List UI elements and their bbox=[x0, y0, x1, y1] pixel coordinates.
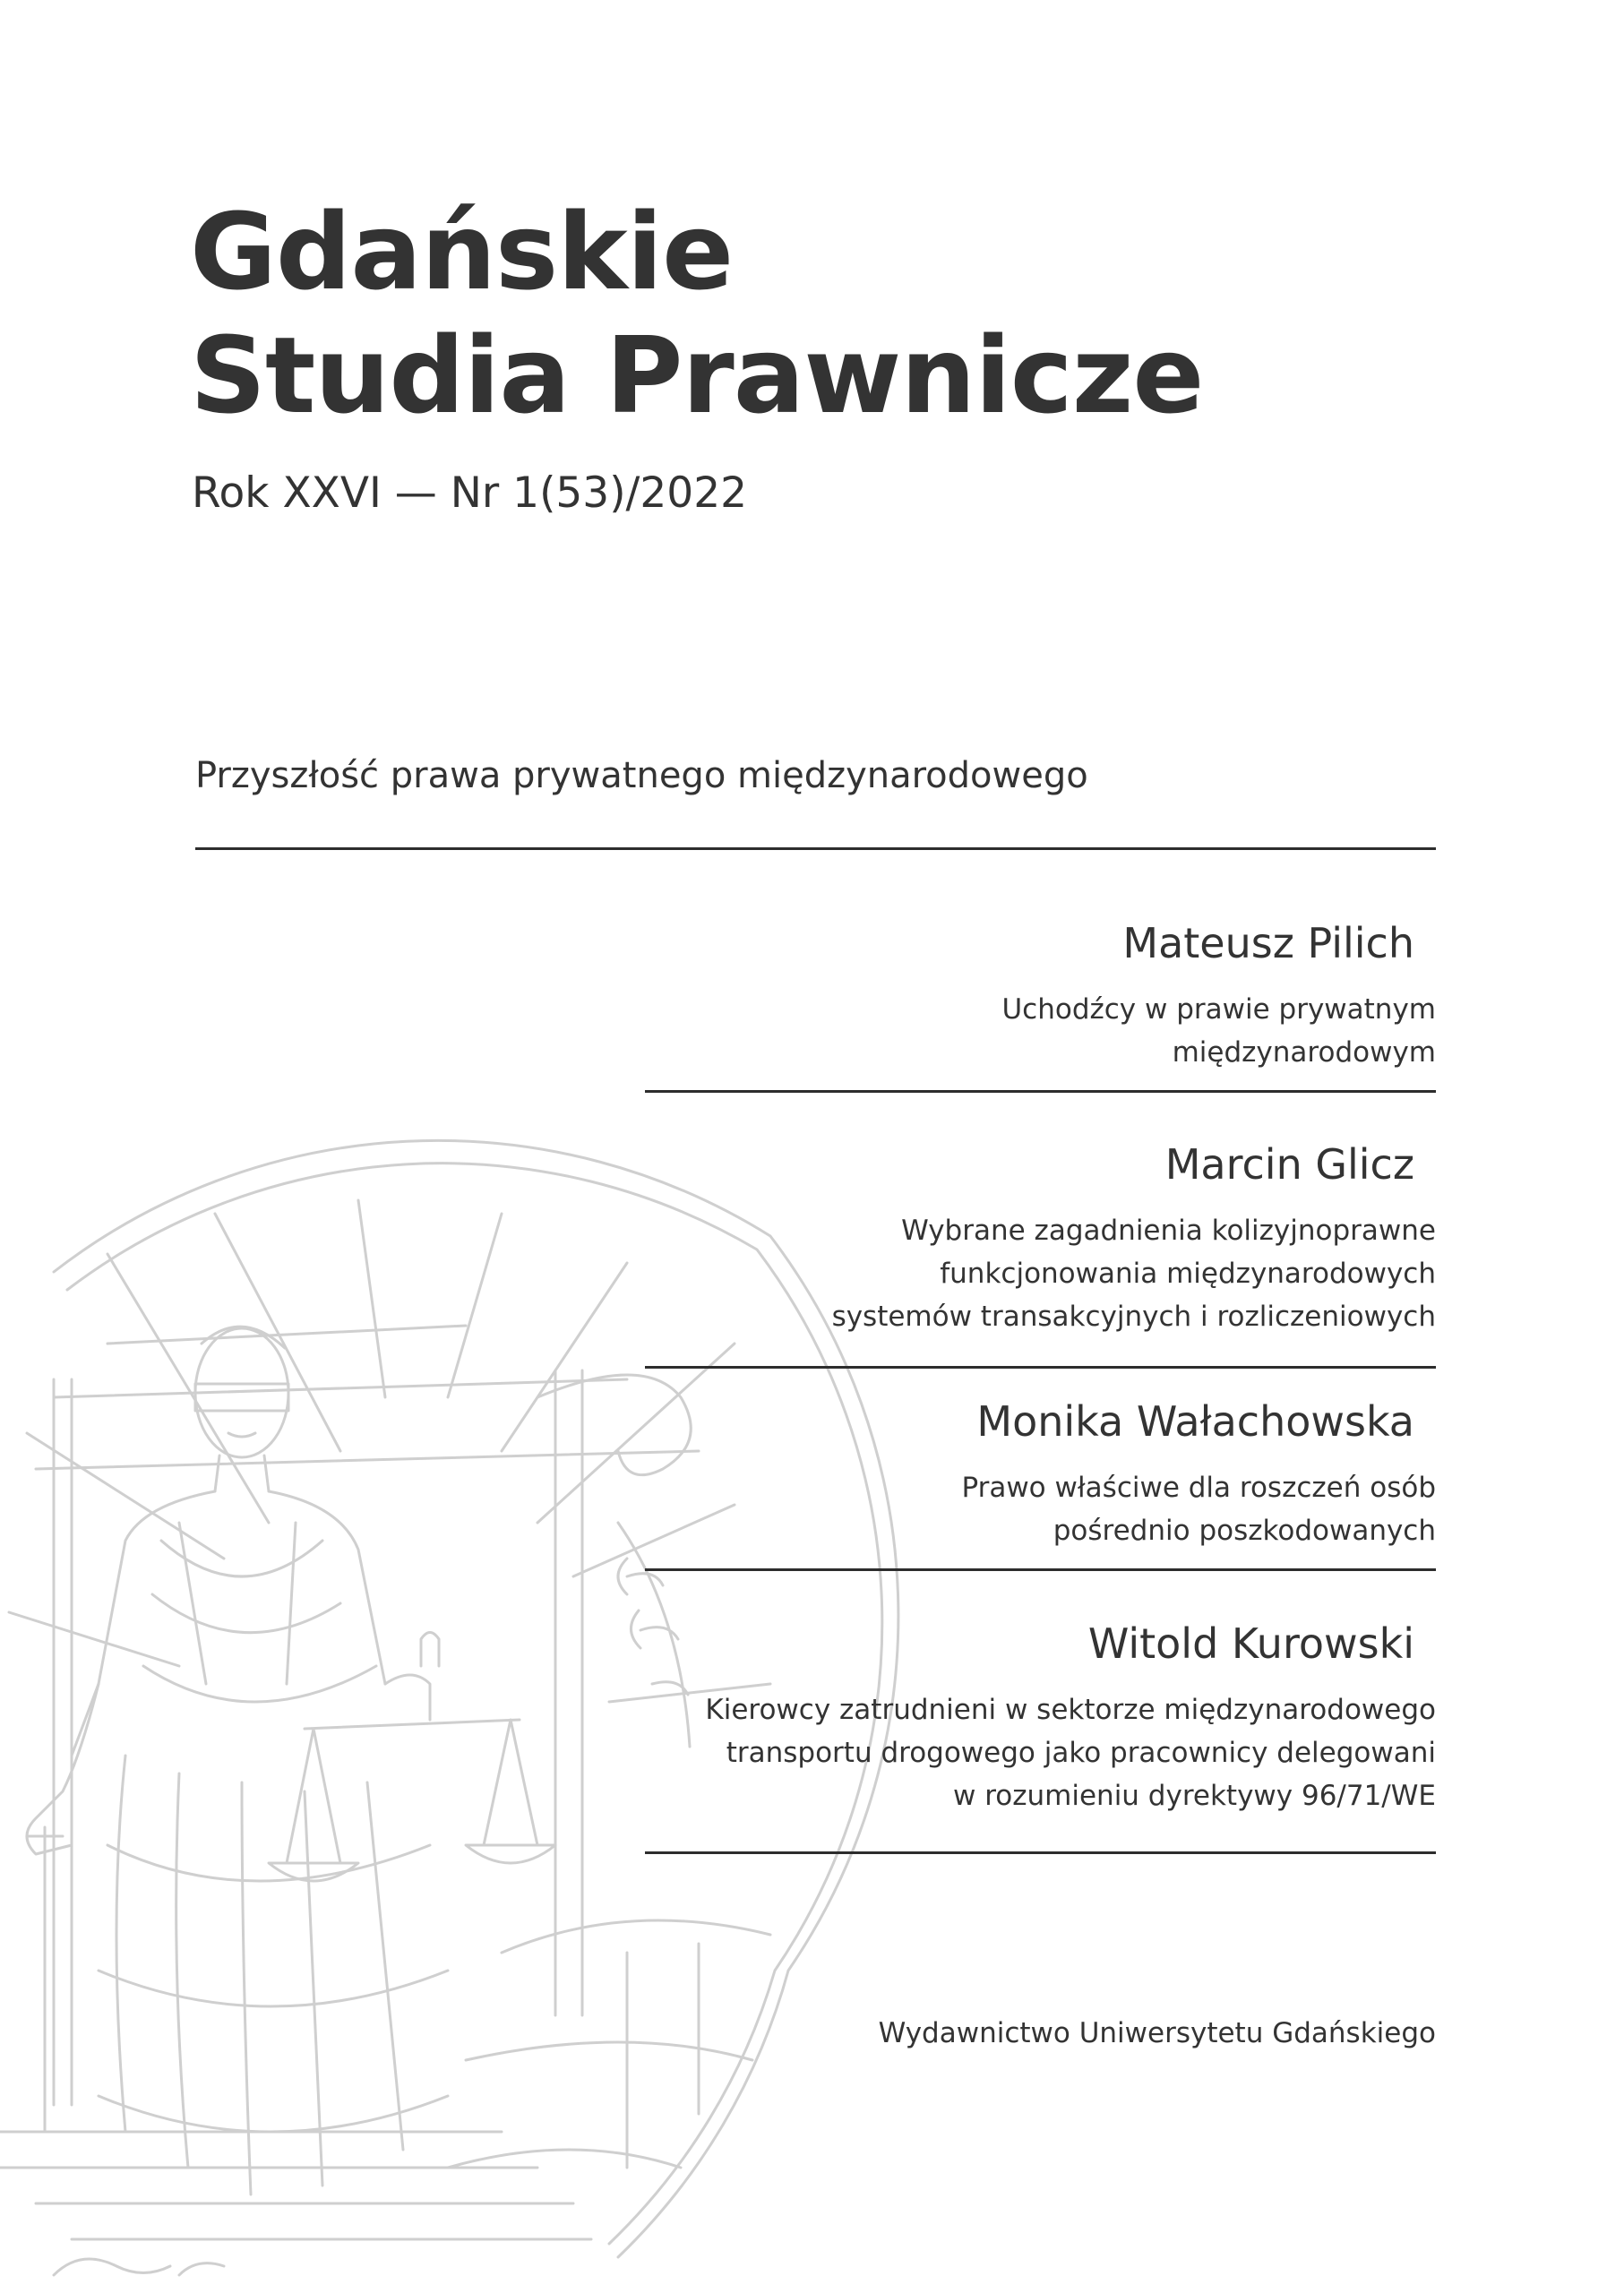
article-title-line: systemów transakcyjnych i rozliczeniowych bbox=[831, 1301, 1436, 1333]
article-title bbox=[1001, 988, 1436, 1074]
article-title bbox=[961, 1466, 1436, 1552]
article-title-line: w rozumieniu dyrektywy 96/71/WE bbox=[953, 1780, 1436, 1812]
article-entry bbox=[961, 1396, 1436, 1552]
article-entry bbox=[705, 1619, 1436, 1817]
article-author: Marcin Glicz bbox=[1164, 1140, 1414, 1189]
article-author: Witold Kurowski bbox=[1087, 1619, 1414, 1668]
article-author: Monika Wałachowska bbox=[976, 1397, 1414, 1446]
article-title-line: transportu drogowego jako pracownicy delegowani bbox=[726, 1737, 1436, 1769]
article-divider bbox=[645, 1851, 1436, 1854]
issue-theme: Przyszłość prawa prywatnego międzynarodowego bbox=[195, 755, 1088, 796]
article-title-line: międzynarodowym bbox=[1172, 1036, 1436, 1069]
article-title-line: Wybrane zagadnienia kolizyjnoprawne bbox=[901, 1215, 1436, 1247]
article-title bbox=[832, 1209, 1436, 1338]
theme-divider bbox=[195, 847, 1436, 850]
article-entry bbox=[1001, 918, 1436, 1074]
article-divider bbox=[645, 1568, 1436, 1571]
article-author: Mateusz Pilich bbox=[1122, 919, 1414, 967]
publisher-name: Wydawnictwo Uniwersytetu Gdańskiego bbox=[878, 2017, 1436, 2049]
journal-title bbox=[190, 190, 1203, 437]
article-title-line: pośrednio poszkodowanych bbox=[1053, 1515, 1436, 1547]
article-title-line: Prawo właściwe dla roszczeń osób bbox=[961, 1472, 1436, 1504]
article-title-line: Kierowcy zatrudnieni w sektorze międzynarodowego bbox=[705, 1694, 1436, 1726]
article-title-line: funkcjonowania międzynarodowych bbox=[940, 1258, 1436, 1290]
article-title bbox=[705, 1688, 1436, 1817]
journal-title-line2: Studia Prawnicze bbox=[190, 313, 1204, 437]
article-title-line: Uchodźcy w prawie prywatnym bbox=[1001, 993, 1436, 1026]
journal-title-line1: Gdańskie bbox=[190, 190, 734, 313]
issue-number: Rok XXVI — Nr 1(53)/2022 bbox=[192, 468, 747, 518]
article-divider bbox=[645, 1090, 1436, 1093]
article-divider bbox=[645, 1366, 1436, 1369]
article-entry bbox=[832, 1139, 1436, 1338]
